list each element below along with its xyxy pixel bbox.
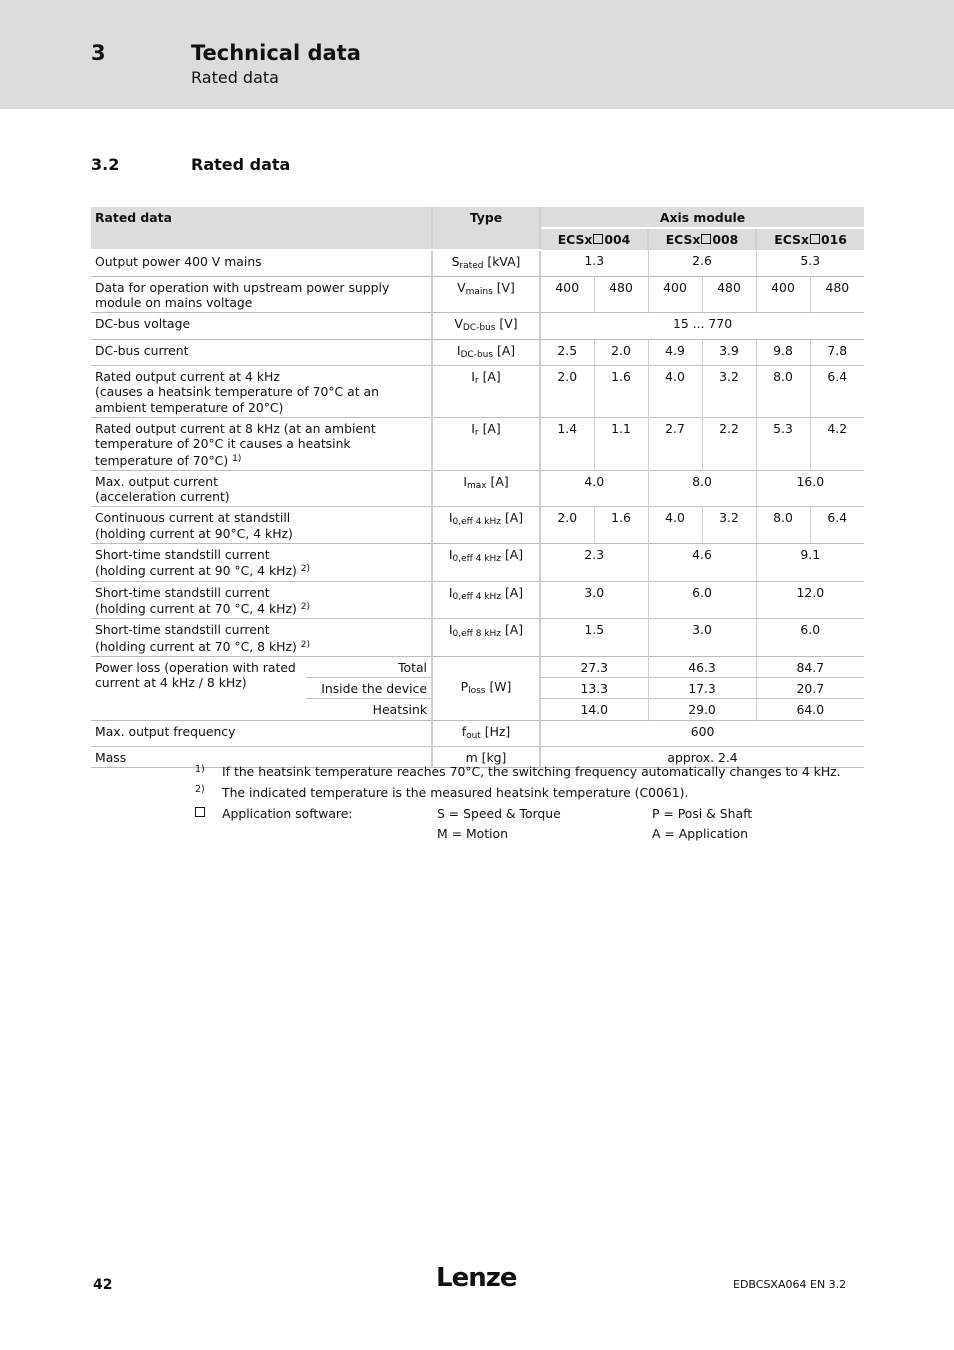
table-row: Mass m [kg] approx. 2.4	[91, 747, 864, 768]
document-reference: EDBCSXA064 EN 3.2	[733, 1278, 847, 1291]
header-rated-data: Rated data	[91, 207, 432, 250]
placeholder-box-icon	[810, 234, 820, 244]
table-row: DC-bus voltage $V_{DC-bus}$ [V] 15 ... 770	[91, 313, 864, 339]
page-number: 42	[93, 1277, 113, 1293]
table-row: Short-time standstill current (holding current at 70 °C, 8 kHz) $^{2)}$ $I_{0,eff 8 kHz}$ [A] 1.5 3.0 6.0	[91, 619, 864, 657]
chapter-header-band	[0, 0, 954, 109]
table-row: Short-time standstill current (holding current at 70 °C, 4 kHz) $^{2)}$ $I_{0,eff 4 kHz}$ [A] 3.0 6.0 12.0	[91, 581, 864, 619]
table-row: Continuous current at standstill (holding current at 90°C, 4 kHz) $I_{0,eff 4 kHz}$ [A] 2.0 1.6 4.0 3.2 8.0 6.4	[91, 507, 864, 544]
footnote-2-text: The indicated temperature is the measured heatsink temperature (C0061).	[222, 785, 689, 800]
header-axis-module: Axis module	[540, 207, 864, 228]
section-number: 3.2	[91, 155, 120, 174]
footnote-2-mark: 2)	[195, 784, 205, 795]
header-model-004: ECSx 004	[540, 228, 648, 249]
table-row: Rated output current at 4 kHz (causes a heatsink temperature of 70°C at an ambient temperature of 20°C) $I_r$ [A] 2.0 1.6 4.0 3.2 8.0 6.4	[91, 366, 864, 418]
app-posi-shaft: P = Posi & Shaft	[652, 806, 753, 821]
rated-data-table	[91, 207, 864, 768]
header-model-008: ECSx 008	[648, 228, 756, 249]
app-motion: M = Motion	[437, 826, 508, 841]
table-row: Max. output frequency $f_{out}$ [Hz] 600	[91, 720, 864, 746]
lenze-logo: Lenze	[436, 1263, 517, 1293]
section-title: Rated data	[191, 155, 291, 174]
table-row: Power loss (operation with rated current at 4 kHz / 8 kHz) Total $P_{loss}$ [W] 27.3 46.3 84.7	[91, 656, 864, 677]
footnote-1-text: If the heatsink temperature reaches 70°C, the switching frequency automatically changes to 4 kHz.	[222, 764, 841, 779]
placeholder-box-icon	[701, 234, 711, 244]
table-row: Heatsink 14.0 29.0 64.0	[91, 699, 864, 720]
chapter-number: 3	[91, 41, 106, 65]
footnote-1-mark: 1)	[195, 764, 205, 775]
placeholder-box-icon	[194, 805, 206, 820]
table-row: Max. output current (acceleration current) $I_{max}$ [A] 4.0 8.0 16.0	[91, 470, 864, 507]
table-row: Rated output current at 8 kHz (at an ambient temperature of 20°C it causes a heatsink temperature of 70°C) $^{1)}$ $I_r$ [A] 1.4 1.1 2.7 2.2 5.3 4.2	[91, 417, 864, 470]
table-row: DC-bus current $I_{DC-bus}$ [A] 2.5 2.0 4.9 3.9 9.8 7.8	[91, 339, 864, 365]
application-software-label: Application software:	[222, 806, 353, 821]
header-type: Type	[432, 207, 540, 250]
chapter-title: Technical data	[191, 41, 361, 65]
chapter-subtitle: Rated data	[191, 68, 279, 87]
table-row: Output power 400 V mains $S_{rated}$ [kVA] 1.3 2.6 5.3	[91, 250, 864, 277]
table-row: Data for operation with upstream power supply module on mains voltage $V_{mains}$ [V] 400 480 400 480 400 480	[91, 276, 864, 313]
header-model-016: ECSx 016	[756, 228, 864, 249]
table-row: Inside the device 13.3 17.3 20.7	[91, 678, 864, 699]
app-speed-torque: S = Speed & Torque	[437, 806, 561, 821]
placeholder-box-icon	[593, 234, 603, 244]
table-row: Short-time standstill current (holding current at 90 °C, 4 kHz) $^{2)}$ $I_{0,eff 4 kHz}$ [A] 2.3 4.6 9.1	[91, 544, 864, 582]
app-application: A = Application	[652, 826, 748, 841]
